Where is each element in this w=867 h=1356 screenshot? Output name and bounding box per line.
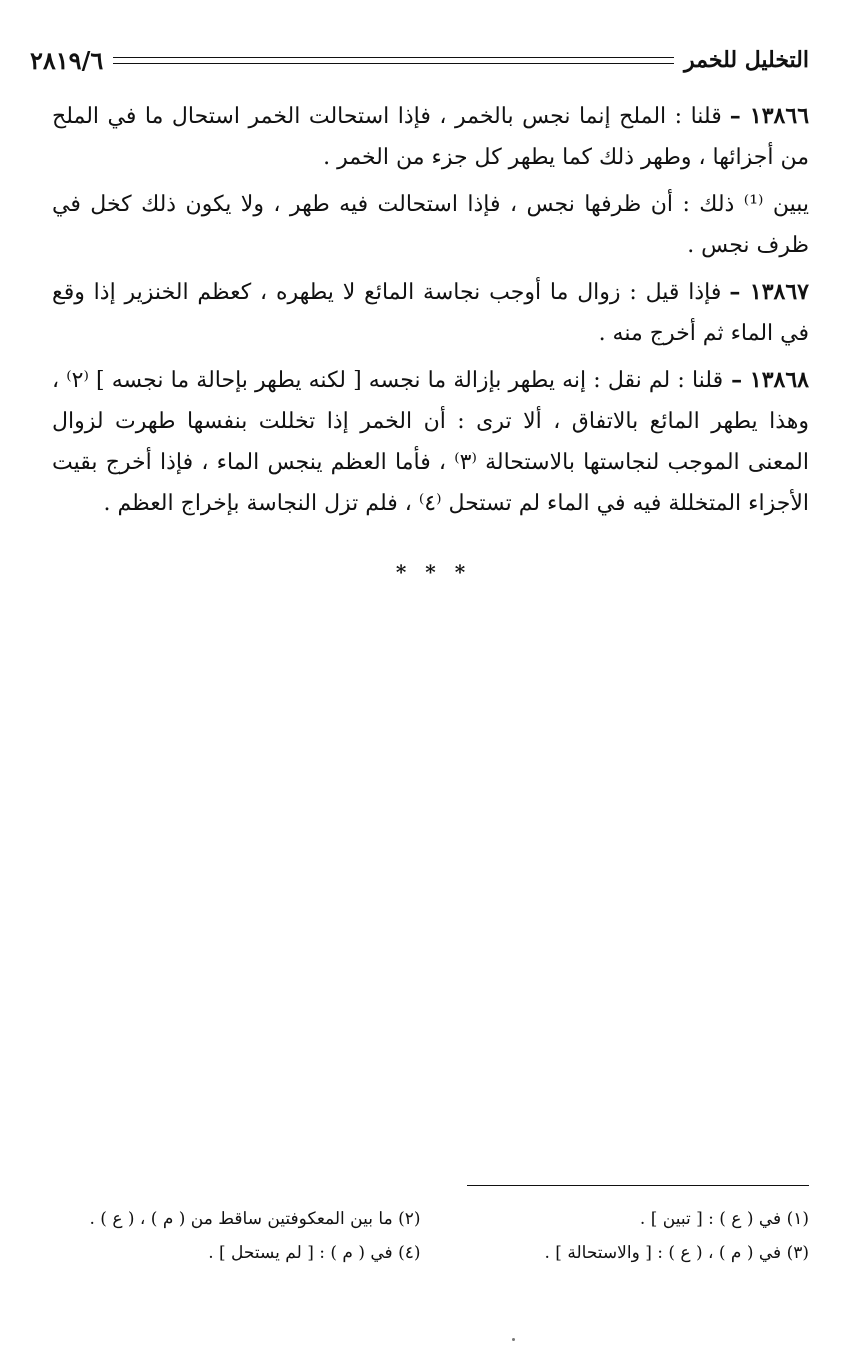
paragraph-text: يبين ⁽¹⁾ ذلك : أن ظرفها نجس ، فإذا استحالت فيه طهر ، ولا يكون ذلك كخل في ظرف نجس . xyxy=(52,192,810,258)
paragraph-clarification xyxy=(52,184,809,266)
paragraph-text: قلنا : لم نقل : إنه يطهر بإزالة ما نجسه [ لكنه يطهر بإحالة ما نجسه ] ⁽٢⁾ ، وهذا يطهر المائع بالاتفاق ، ألا ترى : أن الخمر إذا تخللت بنفسها طهرت لزوال المعنى الموجب لنجاستها بالاستحالة ⁽٣⁾ ، فأما العظم ينجس الماء ، فإذا أخرج بقيت الأجزاء المتخللة فيه في الماء لم تستحل ⁽٤⁾ ، فلم تزل النجاسة بإخراج العظم . xyxy=(52,368,809,516)
paragraph-13866 xyxy=(52,96,809,178)
page-number: ٢٨١٩/٦ xyxy=(30,45,104,75)
header-rule xyxy=(113,57,674,64)
paragraph-13868 xyxy=(52,360,809,524)
footnote-3: (٣) في ( م ) ، ( ع ) : [ والاستحالة ] . xyxy=(544,1243,809,1263)
paragraph-13867 xyxy=(52,272,809,354)
page-header xyxy=(30,40,809,80)
scan-speck xyxy=(512,1338,515,1341)
paragraph-number: ١٣٨٦٦ – xyxy=(729,103,810,129)
footnote-4: (٤) في ( م ) : [ لم يستحل ] . xyxy=(208,1243,421,1263)
footnotes xyxy=(52,1202,809,1270)
footnote-1: (١) في ( ع ) : [ تبين ] . xyxy=(639,1209,809,1229)
paragraph-number: ١٣٨٦٨ – xyxy=(731,367,809,393)
running-title: التخليل للخمر xyxy=(684,47,809,73)
paragraph-text: فإذا قيل : زوال ما أوجب نجاسة المائع لا يطهره ، كعظم الخنزير إذا وقع في الماء ثم أخرج منه . xyxy=(52,280,809,346)
main-text xyxy=(52,96,809,530)
paragraph-number: ١٣٨٦٧ – xyxy=(729,279,809,305)
footnote-rule xyxy=(467,1185,809,1186)
section-divider: * * * xyxy=(395,560,472,584)
footnote-2: (٢) ما بين المعكوفتين ساقط من ( م ) ، ( ع ) . xyxy=(89,1209,421,1229)
paragraph-text: قلنا : الملح إنما نجس بالخمر ، فإذا استحالت الخمر استحال ما في الملح من أجزائها ، وطهر ذلك كما يطهر كل جزء من الخمر . xyxy=(52,104,809,170)
